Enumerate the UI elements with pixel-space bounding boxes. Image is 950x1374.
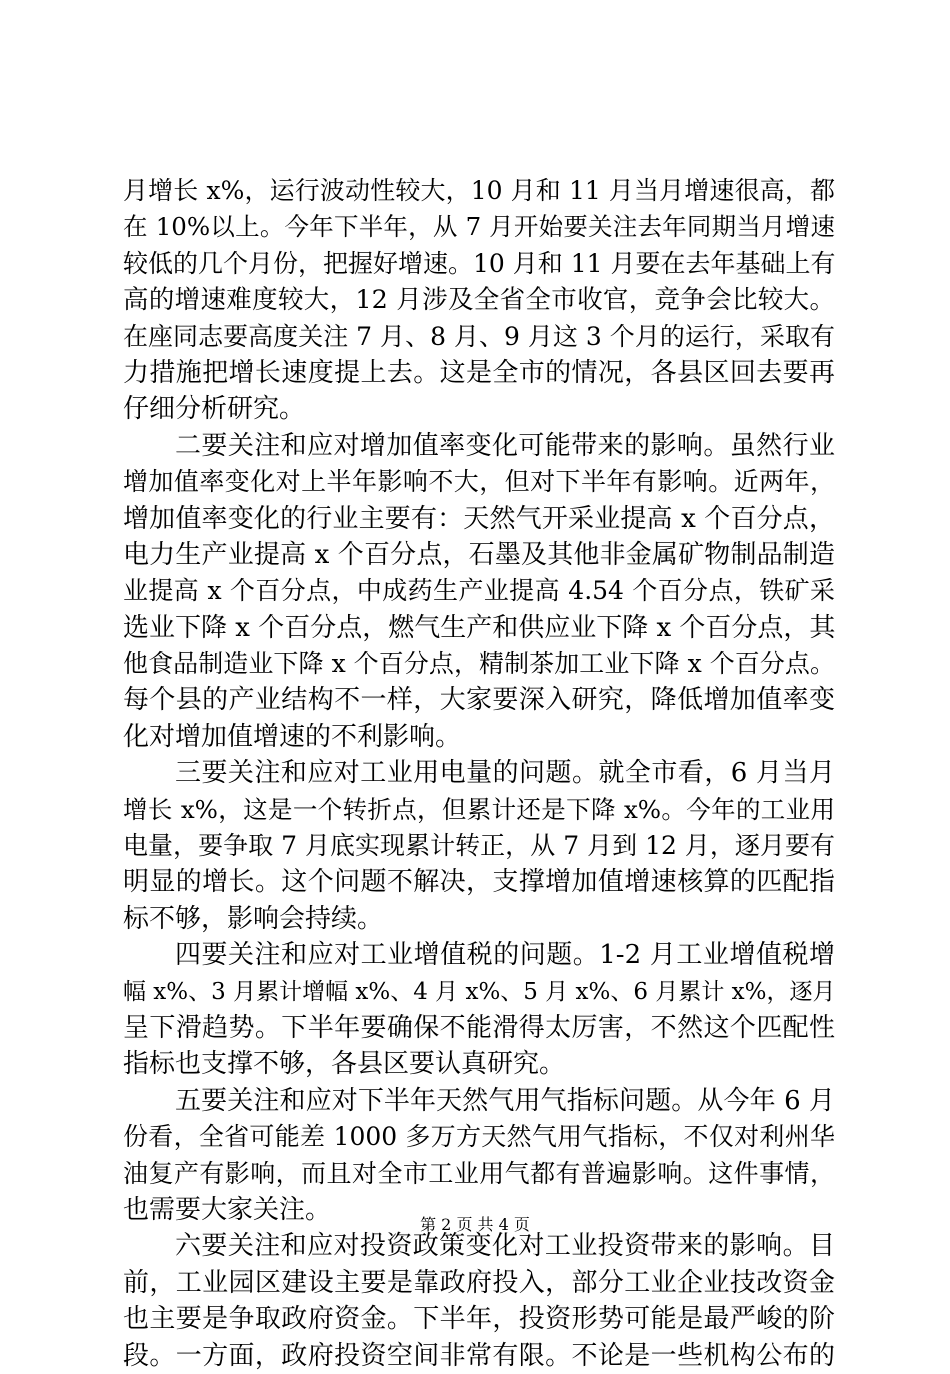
text-line: 前，工业园区建设主要是靠政府投入，部分工业企业技改资金 [123, 1267, 835, 1298]
paragraph-start-line: 四要关注和应对工业增值税的问题。1-2 月工业增值税增 [175, 940, 835, 971]
text-line: 他食品制造业下降 x 个百分点，精制茶加工业下降 x 个百分点。 [123, 649, 835, 679]
text-line: 化对增加值增速的不利影响。 [123, 721, 462, 752]
text-line: 较低的几个月份，把握好增速。10 月和 11 月要在去年基础上有 [123, 248, 836, 278]
text-line: 呈下滑趋势。下半年要确保不能滑得太厉害，不然这个匹配性 [123, 1012, 835, 1043]
body-text [123, 173, 835, 1374]
text-line: 高的增速难度较大，12 月涉及全省全市收官，竞争会比较大。 [123, 285, 835, 316]
text-line: 在座同志要高度关注 7 月、8 月、9 月这 3 个月的运行，采取有 [123, 321, 835, 351]
text-line: 电量，要争取 7 月底实现累计转正，从 7 月到 12 月，逐月要有 [123, 831, 835, 861]
text-line: 每个县的产业结构不一样，大家要深入研究，降低增加值率变 [123, 685, 835, 716]
page-footer: 第 2 页 共 4 页 [420, 1215, 530, 1234]
paragraph-start-line: 六要关注和应对投资政策变化对工业投资带来的影响。目 [175, 1231, 835, 1262]
text-line: 也主要是争取政府资金。下半年，投资形势可能是最严峻的阶 [123, 1304, 835, 1335]
text-line: 标不够，影响会持续。 [123, 903, 384, 934]
paragraph-start-line: 三要关注和应对工业用电量的问题。就全市看，6 月当月 [175, 758, 835, 789]
text-line: 幅 x%、3 月累计增幅 x%、4 月 x%、5 月 x%、6 月累计 x%，逐月 [123, 978, 836, 1005]
text-line: 业提高 x 个百分点，中成药生产业提高 4.54 个百分点，铁矿采 [123, 576, 835, 606]
text-line: 选业下降 x 个百分点，燃气生产和供应业下降 x 个百分点，其 [123, 612, 836, 643]
paragraph-start-line: 五要关注和应对下半年天然气用气指标问题。从今年 6 月 [175, 1085, 835, 1116]
text-line: 力措施把增长速度提上去。这是全市的情况，各县区回去要再 [123, 357, 835, 388]
text-line: 油复产有影响，而且对全市工业用气都有普遍影响。这件事情， [123, 1158, 835, 1188]
text-line: 增加值率变化对上半年影响不大，但对下半年有影响。近两年， [123, 467, 835, 497]
text-line: 明显的增长。这个问题不解决，支撑增加值增速核算的匹配指 [123, 867, 835, 898]
text-line: 段。一方面，政府投资空间非常有限。不论是一些机构公布的 [123, 1340, 835, 1371]
text-line: 增长 x%，这是一个转折点，但累计还是下降 x%。今年的工业用 [123, 794, 835, 824]
paragraph-start-line: 二要关注和应对增加值率变化可能带来的影响。虽然行业 [175, 430, 835, 461]
text-line: 月增长 x%，运行波动性较大，10 月和 11 月当月增速很高，都 [123, 176, 835, 205]
text-line: 也需要大家关注。 [123, 1194, 332, 1225]
text-line: 仔细分析研究。 [123, 394, 306, 425]
text-line: 增加值率变化的行业主要有：天然气开采业提高 x 个百分点， [123, 503, 835, 534]
text-line: 指标也支撑不够，各县区要认真研究。 [123, 1049, 566, 1080]
text-line: 在 10%以上。今年下半年，从 7 月开始要关注去年同期当月增速 [123, 212, 835, 242]
text-line: 份看，全省可能差 1000 多万方天然气用气指标，不仅对利州华 [123, 1122, 835, 1152]
text-line: 电力生产业提高 x 个百分点，石墨及其他非金属矿物制品制造 [123, 539, 835, 570]
